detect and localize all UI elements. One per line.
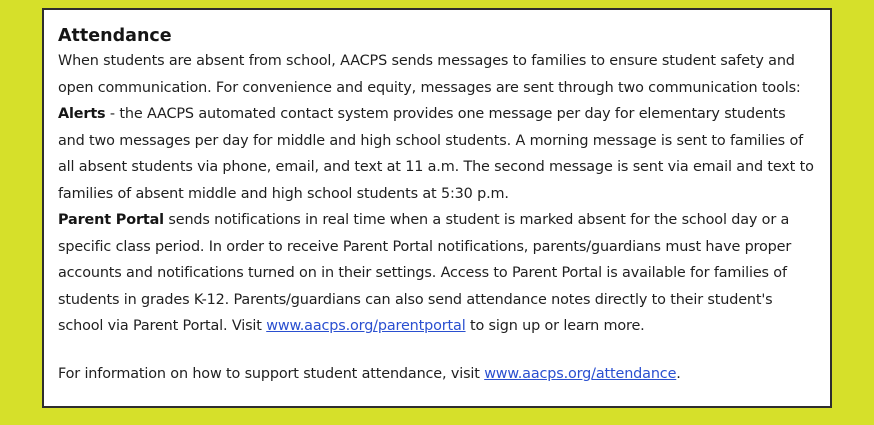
intro-paragraph: When students are absent from school, AACPS sends messages to families to ensure student safety and open communication. For convenience and equity, messages are sent through two communication tools: (58, 53, 801, 96)
alerts-label: Alerts (58, 106, 106, 122)
paragraph-spacer (58, 340, 816, 361)
parent-portal-link[interactable]: www.aacps.org/parentportal (266, 318, 466, 334)
footer-after-link: . (676, 365, 681, 382)
parent-portal-label: Parent Portal (58, 212, 164, 228)
alerts-text: - the AACPS automated contact system provides one message per day for elementary students and two messages per day for middle and high school students. A morning message is sent to families of all absent students via phone, email, and text at 11 a.m. The second message is sent via email and text to families of absent middle and high school students at 5:30 p.m. (58, 106, 814, 202)
parent-portal-after-link: to sign up or learn more. (465, 318, 645, 334)
footer-paragraph (58, 361, 816, 388)
attendance-link[interactable]: www.aacps.org/attendance (484, 365, 677, 382)
section-title: Attendance (58, 26, 172, 46)
parent-portal-text: sends notifications in real time when a student is marked absent for the school day or a specific class period. In order to receive Parent Portal notifications, parents/guardians must have proper accounts and notifications turned on in their settings. Access to Parent Portal is available for families of students in grades K-12. Parents/guardians can also send attendance notes directly to their student's school via Parent Portal. Visit (58, 212, 792, 334)
footer-text: For information on how to support student attendance, visit (58, 365, 485, 382)
parent-portal-paragraph (58, 207, 816, 340)
alerts-paragraph (58, 101, 816, 207)
attendance-info-card (42, 8, 832, 408)
